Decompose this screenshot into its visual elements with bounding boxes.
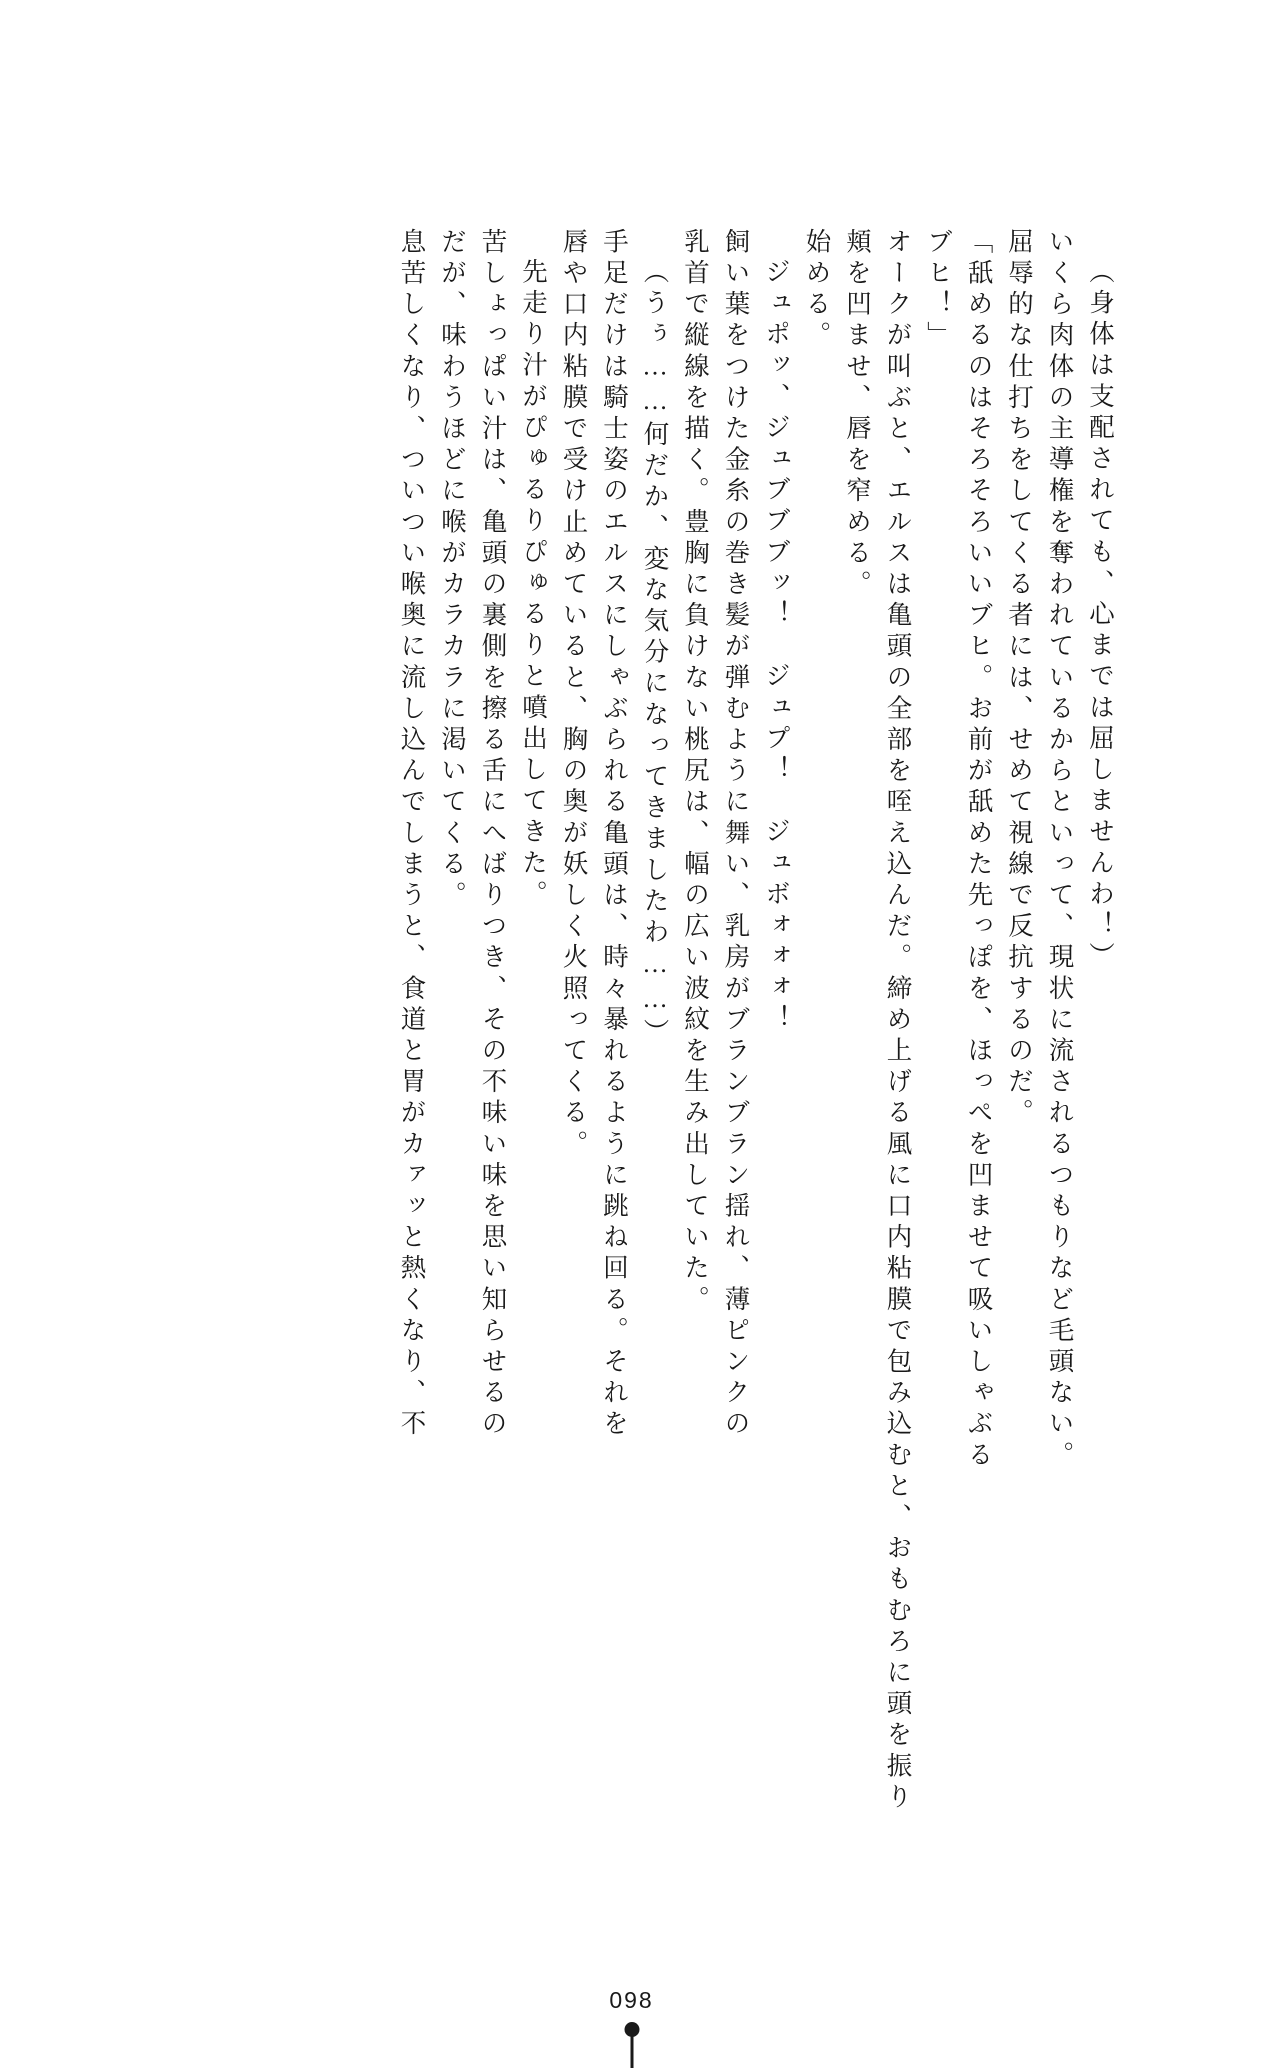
text-line: （身体は支配されても、心までは屈しませんわ！） — [1086, 258, 1115, 974]
folio-ornament — [624, 2022, 640, 2066]
page-number: 098 — [609, 1987, 654, 2013]
folio-dot-icon — [624, 2022, 639, 2037]
text-line: 唇や口内粘膜で受け止めていると、胸の奥が妖しく火照ってくる。 — [559, 228, 589, 1161]
text-line: 屈辱的な仕打ちをしてくる者には、せめて視線で反抗するのだ。 — [1005, 228, 1034, 1130]
text-line: 「舐めるのはそろそろいいブヒ。お前が舐めた先っぽを、ほっぺを凹ませて吸いしゃぶる — [964, 228, 994, 1472]
text-line: 先走り汁がぴゅるりぴゅるりと噴出してきた。 — [519, 258, 548, 912]
vertical-text-block — [150, 228, 1113, 1818]
folio-stem-icon — [630, 2036, 633, 2068]
text-line: 頬を凹ませ、唇を窄める。 — [843, 228, 872, 602]
text-line: 始める。 — [802, 228, 832, 353]
text-line: いくら肉体の主導権を奪われているからといって、現状に流されるつもりなど毛頭ない。 — [1045, 228, 1075, 1472]
text-line: ジュポッ、ジュブブブッ！ ジュプ！ ジュボォォォ！ — [762, 258, 791, 1036]
text-line: 息苦しくなり、ついつい喉奥に流し込んでしまうと、食道と胃がカァッと熱くなり、不 — [397, 228, 427, 1441]
text-line: 飼い葉をつけた金糸の巻き髪が弾むように舞い、乳房がブランブラン揺れ、薄ピンクの — [721, 228, 751, 1441]
text-line: 乳首で縦線を描く。豊胸に負けない桃尻は、幅の広い波紋を生み出していた。 — [681, 228, 710, 1317]
text-line: オークが叫ぶと、エルスは亀頭の全部を咥え込んだ。締め上げる風に口内粘膜で包み込むと、おもむろに頭を振り — [883, 228, 913, 1815]
text-line: （うぅ……何だか、変な気分になってきましたわ……） — [640, 258, 670, 1050]
text-line: ブヒ！」 — [924, 228, 953, 353]
text-line: だが、味わうほどに喉がカラカラに渇いてくる。 — [438, 228, 467, 913]
text-line: 苦しょっぱい汁は、亀頭の裏側を擦る舌にへばりつき、その不味い味を思い知らせるの — [478, 228, 508, 1441]
text-line: 手足だけは騎士姿のエルスにしゃぶられる亀頭は、時々暴れるように跳ね回る。それを — [600, 228, 629, 1441]
